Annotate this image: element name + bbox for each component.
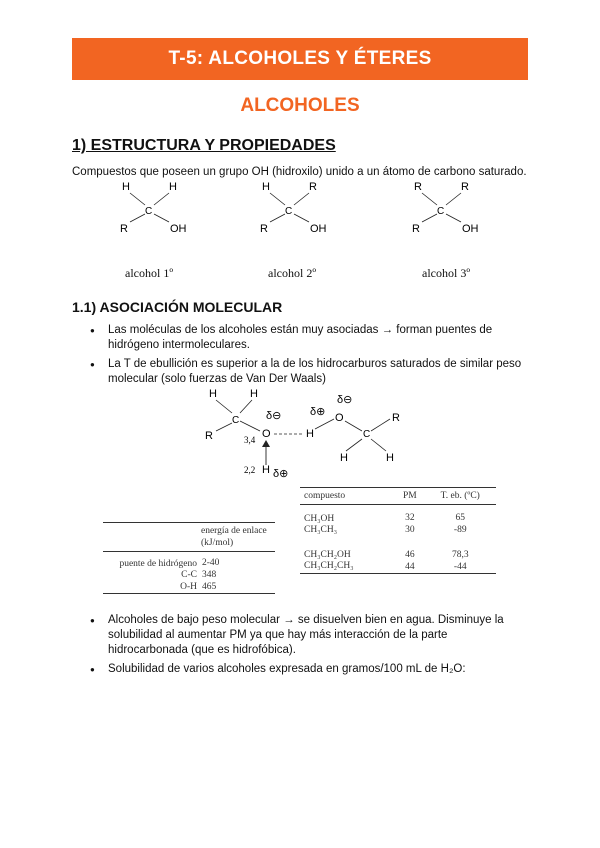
bullet-list-asociacion (72, 323, 522, 391)
table-row (300, 524, 496, 549)
table-row (103, 581, 275, 594)
col-teb: T. eb. (ºC) (440, 491, 480, 501)
table-row (103, 569, 275, 581)
hb-c1: C (232, 415, 240, 426)
hb-h2: H (250, 388, 258, 400)
struct1-top-right: H (169, 181, 177, 193)
hb-o1: O (262, 428, 271, 440)
heading-asociacion: 1.1) ASOCIACIÓN MOLECULAR (72, 299, 283, 315)
structure-alcohol-2 (240, 178, 350, 238)
intro-text: Compuestos que poseen un grupo OH (hidroxilo) unido a un átomo de carbono saturado. (72, 166, 527, 178)
structure-alcohol-1 (100, 178, 210, 238)
cell: -44 (453, 562, 467, 572)
col-pm: PM (402, 491, 417, 501)
hb-r1: R (205, 430, 213, 442)
cell: puente de hidrógeno (119, 558, 197, 569)
struct1-r: R (120, 223, 128, 235)
boiling-table-container (300, 487, 496, 574)
cell: 32 (405, 513, 415, 523)
cell: 78,3 (451, 550, 469, 560)
table-row (300, 549, 496, 561)
cell: 44 (405, 562, 415, 572)
cell: 30 (405, 525, 415, 535)
struct2-r: R (260, 223, 268, 235)
struct1-carbon: C (145, 206, 153, 217)
cell: -89 (453, 525, 467, 535)
document-title: T-5: ALCOHOLES Y ÉTERES (168, 48, 432, 69)
energy-table-container (103, 522, 275, 594)
list-item: ● Solubilidad de varios alcoholes expresada en gramos/100 mL de H₂O: (72, 662, 522, 677)
hb-delta-plus-2: δ⊕ (273, 468, 289, 480)
cell: 348 (202, 570, 217, 580)
struct2-top-left: H (262, 181, 270, 193)
cell: C-C (181, 570, 197, 580)
cell: 46 (405, 550, 415, 560)
table-row (103, 552, 275, 570)
table-row (300, 561, 496, 574)
energy-table (103, 522, 275, 594)
cell: CH₃OH (304, 513, 335, 524)
list-item: ● La T de ebullición es superior a la de los hidrocarburos saturados de similar peso molecular (solo fuerzas de Van Der Waals) (72, 357, 522, 387)
hb-o2: O (335, 412, 344, 424)
struct2-oh: OH (310, 223, 327, 235)
cell: 465 (202, 582, 217, 592)
hb-h3: H (306, 428, 314, 440)
bullet-list-solubilidad (72, 613, 522, 681)
heading-estructura: 1) ESTRUCTURA Y PROPIEDADES (72, 137, 336, 154)
hb-en-o: 3,4 (244, 435, 256, 445)
list-item: ● Las moléculas de los alcoholes están muy asociadas → forman puentes de hidrógeno intermoleculares. (72, 323, 522, 353)
struct3-top-right: R (461, 181, 469, 193)
struct3-carbon: C (437, 206, 445, 217)
hb-en-h: 2,2 (244, 465, 256, 475)
cell: 65 (455, 513, 466, 523)
hb-c2: C (363, 429, 371, 440)
boiling-point-table (300, 487, 496, 574)
hb-h5: H (386, 452, 394, 464)
caption-alcohol-3: alcohol 3º (422, 266, 471, 280)
hb-h6: H (262, 464, 270, 476)
caption-alcohol-1: alcohol 1º (125, 266, 174, 280)
struct2-top-right: R (309, 181, 317, 193)
struct3-oh: OH (462, 223, 479, 235)
structure-alcohol-3 (392, 178, 502, 238)
col-compuesto: compuesto (304, 491, 346, 501)
hb-h1: H (209, 388, 217, 400)
cell: CH₃CH₂OH (304, 550, 351, 560)
struct3-top-left: R (414, 181, 422, 193)
section-title: ALCOHOLES (240, 95, 360, 116)
hb-delta-plus-1: δ⊕ (310, 406, 326, 418)
energy-header: energía de enlace (kJ/mol) (201, 526, 267, 548)
hb-h4: H (340, 452, 348, 464)
list-item: ● Alcoholes de bajo peso molecular → se disuelven bien en agua. Disminuye la solubilidad al aumentar PM ya que hay más interacción de la parte hidrocarbonada (que es hidrofóbica). (72, 613, 522, 658)
cell: CH₃CH₃ (304, 524, 338, 535)
struct3-r: R (412, 223, 420, 235)
hydrogen-bond-diagram (200, 385, 420, 485)
hb-delta-minus-2: δ⊖ (337, 394, 353, 406)
struct2-carbon: C (285, 206, 293, 217)
caption-alcohol-2: alcohol 2º (268, 266, 317, 280)
struct1-top-left: H (122, 181, 130, 193)
cell: CH₃CH₂CH₃ (304, 561, 354, 571)
cell: 2-40 (202, 558, 220, 568)
hb-delta-minus-1: δ⊖ (266, 410, 282, 422)
hb-r2: R (392, 412, 400, 424)
cell: O-H (180, 582, 197, 592)
struct1-oh: OH (170, 223, 187, 235)
table-row (300, 505, 496, 525)
document-title-banner (72, 38, 528, 80)
